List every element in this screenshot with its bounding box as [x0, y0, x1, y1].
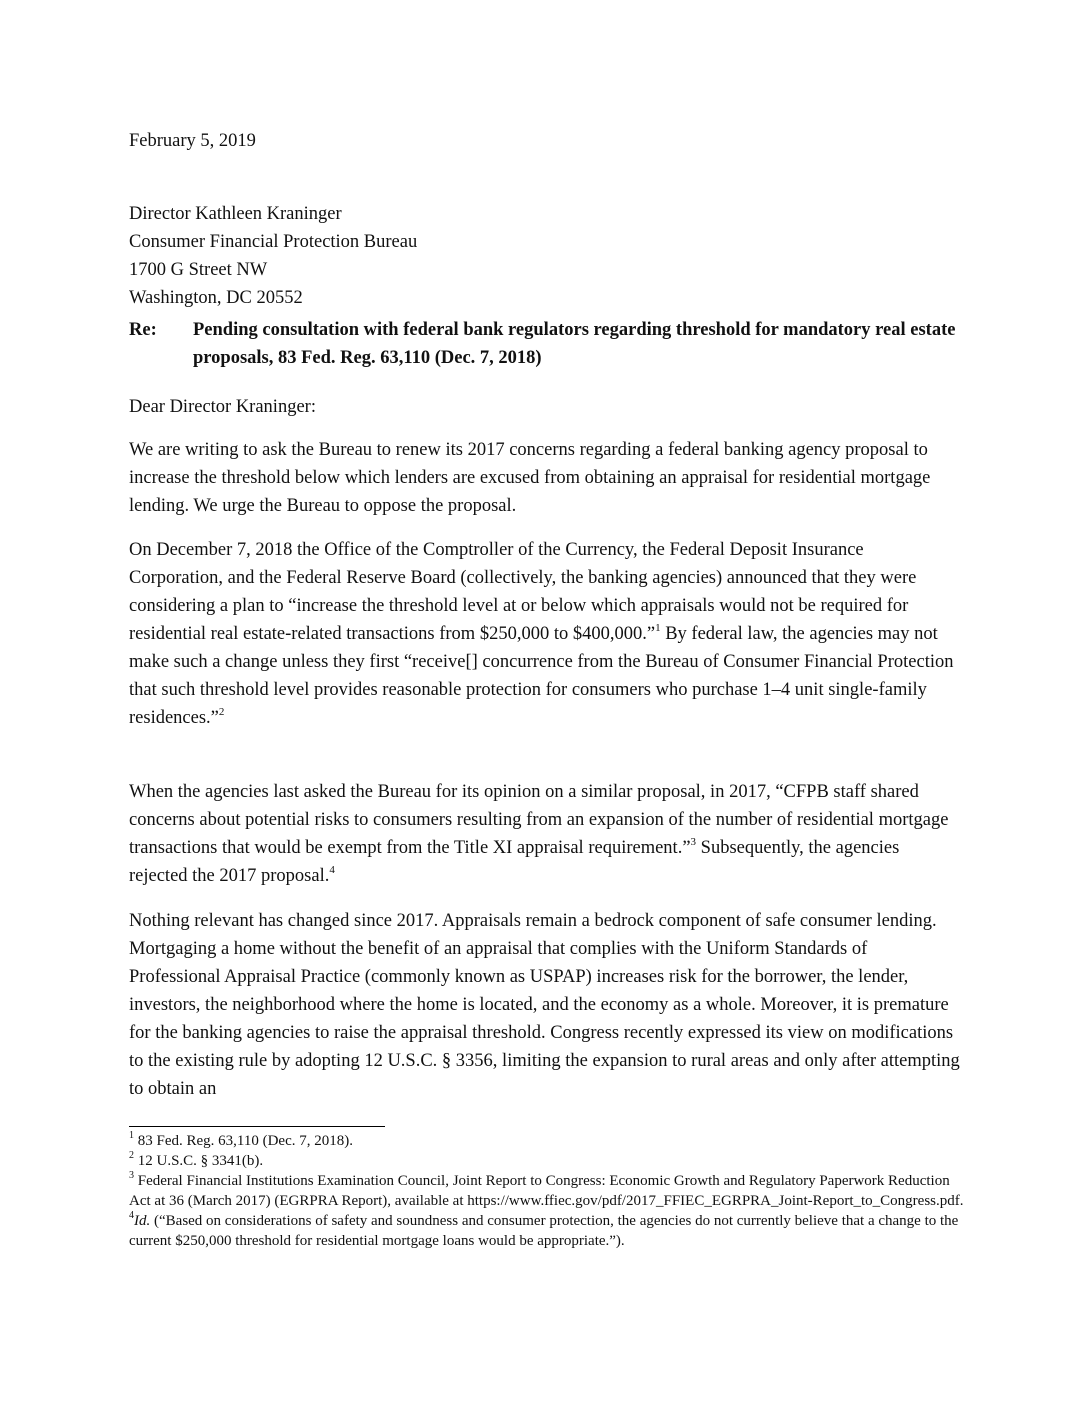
footnote-3 [129, 1171, 968, 1211]
paragraph-3 [129, 778, 960, 890]
salutation: Dear Director Kraninger: [129, 397, 316, 417]
footnote-text: Federal Financial Institutions Examination Council, Joint Report to Congress: Economic Growth and Regulatory Paperwork Reduction Act at 36 (March 2017) (EGRPRA Report), available at https://www.ffiec.gov/pdf/2017_FFIEC_EGRPRA_Joint-Report_to_Congress.pdf. [129, 1173, 964, 1209]
footnote-text: 83 Fed. Reg. 63,110 (Dec. 7, 2018). [134, 1133, 353, 1149]
footnote-number: 4 [129, 1210, 134, 1221]
footnote-number: 3 [129, 1170, 134, 1181]
footnote-text: 12 U.S.C. § 3341(b). [134, 1153, 264, 1169]
footnote-ref-2[interactable]: 2 [218, 705, 225, 718]
subject-line [129, 316, 960, 372]
footnote-divider [129, 1126, 385, 1127]
footnote-text: (“Based on considerations of safety and soundness and consumer protection, the agencies do not currently believe that a change to the current $250,000 threshold for residential mortgage loans would be appropriate.”). [129, 1213, 959, 1249]
paragraph-text: On December 7, 2018 the Office of the Comptroller of the Currency, the Federal Deposit Insurance Corporation, and the Federal Reserve Board (collectively, the banking agencies) announced that they were considering a plan to “increase the threshold level at or below which appraisals would not be required for residential real estate-related transactions from $250,000 to $400,000.” [129, 540, 917, 644]
footnotes [129, 1131, 968, 1251]
paragraph-text: By federal law, the agencies may not make such a change unless they first “receive[] concurrence from the Bureau of Consumer Financial Protection that such threshold level provides reasonable protection for consumers who purchase 1–4 unit single-family residences.” [129, 624, 954, 728]
footnote-2 [129, 1151, 968, 1171]
paragraph-text: Subsequently, the agencies rejected the 2017 proposal. [129, 838, 900, 886]
paragraph-1: We are writing to ask the Bureau to renew its 2017 concerns regarding a federal banking agency proposal to increase the threshold below which lenders are excused from obtaining an appraisal for residential mortgage lending. We urge the Bureau to oppose the proposal. [129, 440, 931, 516]
recipient-address [129, 200, 960, 312]
subject-text: Pending consultation with federal bank regulators regarding threshold for mandatory real estate proposals, 83 Fed. Reg. 63,110 (Dec. 7, 2018) [193, 320, 956, 368]
paragraph-text: When the agencies last asked the Bureau for its opinion on a similar proposal, in 2017, “CFPB staff shared concerns about potential risks to consumers resulting from an expansion of the number of residential mortgage transactions that would be exempt from the Title XI appraisal requirement.” [129, 782, 949, 858]
footnote-1 [129, 1131, 968, 1151]
footnote-number: 2 [129, 1150, 134, 1161]
footnote-ref-1[interactable]: 1 [655, 621, 661, 634]
footnote-ref-4[interactable]: 4 [329, 863, 335, 876]
address-line: 1700 G Street NW [129, 260, 268, 280]
letter-date: February 5, 2019 [129, 131, 256, 151]
footnote-4 [129, 1211, 968, 1251]
footnote-number: 1 [129, 1130, 134, 1141]
footnote-italic: Id. [134, 1213, 151, 1229]
footnote-ref-3[interactable]: 3 [690, 835, 697, 848]
subject-label: Re: [129, 320, 157, 340]
address-line: Washington, DC 20552 [129, 288, 303, 308]
address-line: Director Kathleen Kraninger [129, 204, 342, 224]
paragraph-2 [129, 536, 960, 732]
paragraph-4: Nothing relevant has changed since 2017. Appraisals remain a bedrock component of safe consumer lending. Mortgaging a home without the benefit of an appraisal that complies with the Uniform Standards of Professional Appraisal Practice (commonly known as USPAP) increases risk for the borrower, the lender, investors, the neighborhood where the home is located, and the economy as a whole. Moreover, it is premature for the banking agencies to raise the appraisal threshold. Congress recently expressed its view on modifications to the existing rule by adopting 12 U.S.C. § 3356, limiting the expansion to rural areas and only after attempting to obtain an [129, 911, 960, 1099]
address-line: Consumer Financial Protection Bureau [129, 232, 418, 252]
